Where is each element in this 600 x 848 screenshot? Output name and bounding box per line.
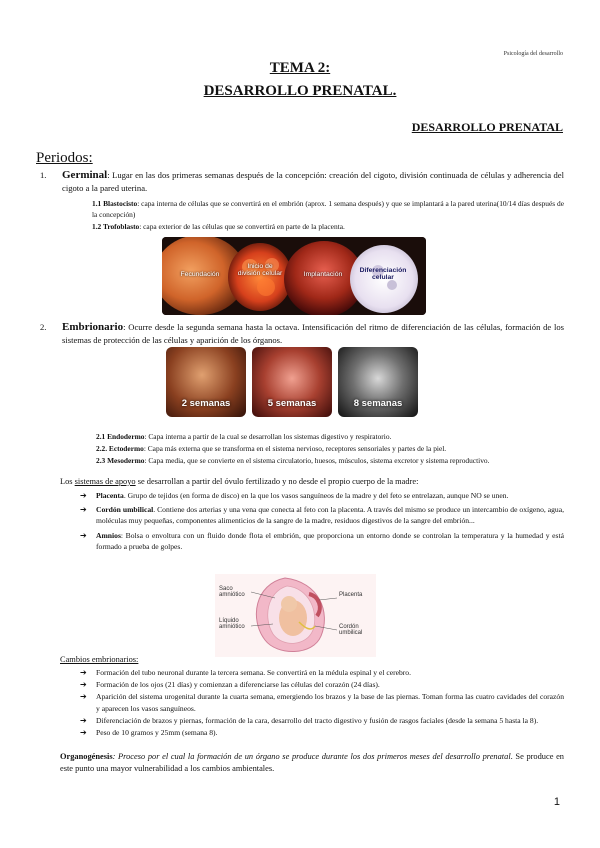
list-item	[80, 490, 564, 501]
ectodermo-label: 2.2. Ectodermo	[96, 444, 144, 453]
bullet-text: : Bolsa o envoltura con un fluido donde flota el embrión, que proporciona un entorno donde se controlan la temperatura y la humedad y está formado a prueba de golpes.	[96, 530, 564, 551]
changes-bullets	[80, 667, 564, 739]
list-item	[80, 504, 564, 526]
bullet-text: Aparición del sistema urogenital durante la cuarta semana, emergiendo los brazos y la base de las piernas. Toman forma las cuatro cavidades del corazón y aparecen los vasos sanguíneos.	[96, 692, 564, 713]
bullet-text: Diferenciación de brazos y piernas, formación de la cara, desarrollo del tracto digestivo y fusión de rasgos faciales (desde la semana 5 hasta la 8).	[96, 715, 539, 725]
list-item	[80, 679, 564, 690]
embryo-label: 8 semanas	[353, 398, 403, 409]
blastocisto-desc: : capa interna de células que se convertirá en el embrión (aprox. 1 semana después) y que se implantará a la pared uterina(10/14 días después de la concepción)	[92, 199, 564, 219]
blastocisto-text	[92, 198, 564, 220]
mesodermo-desc: : Capa media, que se convierte en el sistema circulatorio, huesos, músculos, sistema excretor y sistema reproductivo.	[144, 456, 490, 465]
organogenesis-text: . Se produce en este punto una mayor vulnerabilidad a los cambios ambientales.	[60, 752, 564, 773]
amniotic-fluid-label: Líquido amniótico	[219, 618, 245, 630]
mesodermo-text	[62, 455, 564, 466]
germinal-paragraph	[40, 169, 564, 195]
organogenesis-definition: : Proceso por el cual la formación de un órgano se produce durante los dos primeros meses del desarrollo prenatal	[112, 752, 511, 761]
bullet-text: . Grupo de tejidos (en forma de disco) en la que los vasos sanguíneos de la madre y del feto se entrelazan, aunque NO se unen.	[123, 491, 509, 500]
arrow-icon: ➔	[80, 728, 87, 738]
periods-heading: Periodos:	[36, 150, 93, 166]
support-intro-post: se desarrollan a partir del óvulo fertilizado y no desde el propio cuerpo de la madre:	[135, 477, 419, 486]
list-item	[80, 667, 564, 678]
list-item	[80, 715, 564, 726]
list-item	[80, 530, 564, 552]
embryo-label: 2 semanas	[181, 398, 231, 409]
list-item	[80, 691, 564, 713]
arrow-icon: ➔	[80, 680, 87, 690]
arrow-icon: ➔	[80, 505, 87, 515]
arrow-icon: ➔	[80, 692, 87, 702]
bullet-text: Peso de 10 gramos y 25mm (semana 8).	[96, 728, 218, 738]
support-bullets	[80, 490, 564, 555]
embrionario-term: Embrionario	[62, 321, 124, 333]
germinal-img-label-1: Fecundación	[180, 271, 220, 278]
organogenesis-term: Organogénesis	[60, 752, 113, 761]
organogenesis-paragraph	[60, 751, 564, 775]
blastocisto-label: 1.1 Blastocisto	[92, 199, 138, 208]
bullet-text: Formación del tubo neuronal durante la tercera semana. Se convertirá en la médula espinal y el cerebro.	[96, 668, 412, 677]
endodermo-desc: : Capa interna a partir de la cual se desarrollan los sistemas digestivo y respiratorio.	[144, 432, 392, 441]
bullet-label: Cordón umbilical	[96, 505, 154, 515]
embryo-image-8-weeks	[338, 347, 418, 417]
item-number: 2.	[40, 322, 47, 332]
arrow-icon: ➔	[80, 530, 87, 540]
embrionario-paragraph	[40, 321, 564, 347]
embryo-image-2-weeks	[166, 347, 246, 417]
amniotic-sac-label: Saco amniótico	[219, 586, 245, 598]
arrow-icon: ➔	[80, 715, 87, 725]
bullet-label: Amnios	[96, 530, 121, 540]
embryonic-changes-heading: Cambios embrionarios:	[60, 655, 139, 664]
item-number: 1.	[40, 170, 47, 180]
page-number: 1	[553, 796, 560, 808]
germinal-term: Germinal	[62, 169, 108, 181]
embryo-image-5-weeks	[252, 347, 332, 417]
trofoblasto-label: 1.2 Trofoblasto	[92, 222, 140, 231]
uterus-diagram	[215, 574, 376, 657]
header-note: Psicología del desarrollo	[503, 51, 563, 57]
support-systems-intro	[60, 476, 564, 488]
mesodermo-label: 2.3 Mesodermo	[96, 456, 145, 465]
germinal-image-strip	[162, 237, 426, 315]
germinal-img-label-4: Diferenciación celular	[359, 267, 407, 281]
arrow-icon: ➔	[80, 491, 87, 500]
bullet-text: Formación de los ojos (21 días) y comienzan a diferenciarse las células del corazón (24 días).	[96, 680, 380, 690]
ectodermo-text	[96, 443, 564, 454]
endodermo-label: 2.1 Endodermo	[96, 432, 145, 441]
section-title: DESARROLLO PRENATAL	[411, 120, 563, 134]
support-systems-term: sistemas de apoyo	[74, 477, 136, 486]
umbilical-cord-label: Cordón umbilical	[339, 624, 363, 636]
bullet-label: Placenta	[96, 491, 124, 500]
topic-title: TEMA 2:	[269, 60, 331, 76]
list-item	[80, 727, 564, 738]
embryo-label: 5 semanas	[267, 398, 317, 409]
placenta-label: Placenta	[339, 592, 363, 598]
support-intro-pre: Los	[60, 477, 75, 486]
embrionario-text: : Ocurre desde la segunda semana hasta la octava. Intensificación del ritmo de diferenciación de las células, formación de los sistemas de protección de las células y aparición de los órganos.	[62, 322, 564, 345]
bullet-text: . Contiene dos arterias y una vena que conecta al feto con la placenta. A través del mismo se produce un intercambio de oxígeno, agua, moléculas muy pequeñas, componentes alimenticios de la sangre de la madre, residuos digestivos de la sangre del embrión...	[96, 505, 564, 526]
endodermo-text	[96, 431, 564, 442]
topic-subtitle: DESARROLLO PRENATAL.	[203, 83, 397, 99]
trofoblasto-text	[92, 221, 560, 232]
germinal-img-label-2: Inicio de división celular	[237, 263, 283, 277]
germinal-img-label-3: Implantación	[303, 271, 343, 278]
germinal-text: : Lugar en las dos primeras semanas después de la concepción: creación del cigoto, división continuada de células y adherencia del cigoto a la pared uterina.	[62, 170, 564, 193]
ectodermo-desc: : Capa más externa que se transforma en el sistema nervioso, receptores sensoriales y partes de la piel.	[143, 444, 447, 453]
trofoblasto-desc: : capa exterior de las células que se convertirá en parte de la placenta.	[139, 222, 345, 231]
arrow-icon: ➔	[80, 668, 87, 677]
